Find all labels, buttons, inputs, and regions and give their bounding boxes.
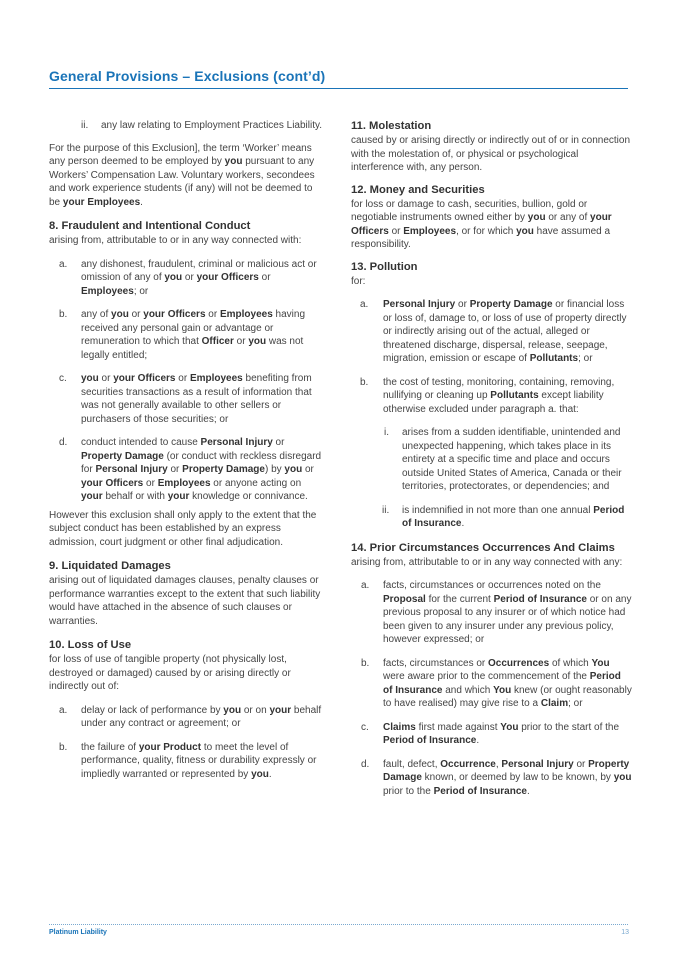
worker-definition: For the purpose of this Exclusion], the term ‘Worker’ means any person deemed to be employed by you pursuant to any Workers’ Compensation Law. Voluntary workers, secondees and work experience students (if any) will not be deemed to be your Employees.	[49, 142, 315, 208]
left-column	[49, 119, 323, 781]
section-13-heading: 13. Pollution	[351, 260, 418, 273]
list-text: the cost of testing, monitoring, containing, removing, nullifying or cleaning up Pollutants except liability otherwise excluded under paragraph a. that:	[383, 376, 615, 415]
list-text: any law relating to Employment Practices Liability.	[101, 120, 323, 131]
list-label: ii.	[81, 120, 89, 131]
list-label: i.	[384, 427, 389, 438]
section-14-heading: 14. Prior Circumstances Occurrences And Claims	[351, 541, 615, 554]
list-item-8d	[49, 436, 323, 504]
list-label: c.	[361, 721, 369, 733]
section-9-text: arising out of liquidated damages clauses, penalty clauses or performance warranties except to the extent that such liability would have attached in the absence of such clauses or warranties.	[49, 575, 321, 627]
list-item-13b-i	[351, 426, 633, 494]
section-12-text: for loss or damage to cash, securities, bullion, gold or negotiable instruments owned either by you or any of your Officers or Employees, or for which you have assumed a responsibility.	[351, 198, 612, 250]
list-item-8b	[49, 308, 323, 362]
page-number: 13	[621, 929, 629, 936]
list-item-13b-ii	[351, 504, 633, 531]
list-text: facts, circumstances or Occurrences of which You were aware prior to the commencement of the Period of Insurance and which You knew (or ought reasonably to have realised) may give rise to a Claim; or	[383, 657, 632, 709]
list-item-13b	[351, 376, 633, 417]
list-label: a.	[59, 258, 68, 270]
list-text: is indemnified in not more than one annual Period of Insurance.	[402, 504, 625, 529]
section-14-intro: arising from, attributable to or in any way connected with any:	[351, 556, 623, 568]
list-text: Claims first made against You prior to the start of the Period of Insurance.	[383, 721, 620, 746]
list-label: b.	[360, 376, 369, 388]
list-label: b.	[59, 309, 68, 320]
section-11-heading: 11. Molestation	[351, 120, 432, 132]
list-label: d.	[59, 437, 68, 448]
list-item-10a	[49, 704, 323, 731]
list-text: Personal Injury or Property Damage or financial loss or loss of, damage to, or loss of use of property directly or indirectly arising out of the actual, alleged or threatened discharge, dispersal, release, seepage, migration, emission or escape of Pollutants; or	[383, 299, 627, 364]
list-text: arises from a sudden identifiable, unintended and unexpected happening, which takes place in its entirety at a specific time and place and occurs outside United States of America, Canada or their territories, protectorates, or dependencies; and	[402, 427, 622, 492]
list-item-13a	[351, 298, 633, 366]
list-text: any dishonest, fraudulent, criminal or malicious act or omission of any of you or your Officers or Employees; or	[81, 258, 317, 297]
page-title: General Provisions – Exclusions (cont’d)	[49, 68, 326, 84]
list-text: fault, defect, Occurrence, Personal Injury or Property Damage known, or deemed by law to be known, by you prior to the Period of Insurance.	[383, 758, 632, 797]
section-11-text: caused by or arising directly or indirectly out of or in connection with the molestation of, or physical or psychological interference with, any person.	[351, 135, 631, 173]
header-divider	[49, 88, 628, 89]
section-10-text: for loss of use of tangible property (not physically lost, destroyed or damaged) caused by or arising directly or indirectly out of:	[49, 654, 291, 692]
list-label: b.	[361, 657, 370, 669]
list-label: c.	[59, 373, 67, 384]
section-8-heading: 8. Fraudulent and Intentional Conduct	[49, 220, 251, 232]
list-text: you or your Officers or Employees benefiting from securities transactions as a result of information that was not generally available to other sellers or purchasers of those securities; or	[81, 373, 312, 425]
list-text: facts, circumstances or occurrences noted on the Proposal for the current Period of Insurance or on any previous proposal to any insurer or of which notice had been given to any insurer under any previous policy, however expressed; or	[383, 580, 632, 645]
list-item-14d	[351, 758, 633, 799]
footer-divider	[49, 924, 628, 925]
list-item-ii	[49, 119, 323, 133]
section-10-heading: 10. Loss of Use	[49, 639, 132, 651]
list-text: any of you or your Officers or Employees having received any personal gain or advantage or remuneration to which that Officer or you was not legally entitled;	[81, 309, 306, 361]
list-item-8c	[49, 372, 323, 426]
right-column	[351, 119, 633, 798]
section-8-however: However this exclusion shall only apply to the extent that the subject conduct has been established by an express admission, court judgment or other final adjudication.	[49, 509, 317, 548]
section-9-heading: 9. Liquidated Damages	[49, 560, 171, 572]
section-8-intro: arising from, attributable to or in any way connected with:	[49, 235, 302, 246]
footer-product-name: Platinum Liability	[49, 929, 107, 936]
list-item-14a	[351, 579, 633, 647]
list-item-14b	[351, 657, 633, 711]
list-label: a.	[361, 580, 370, 591]
list-label: d.	[361, 758, 370, 770]
list-text: delay or lack of performance by you or on your behalf under any contract or agreement; or	[81, 704, 322, 729]
list-item-10b	[49, 741, 323, 782]
list-text: the failure of your Product to meet the level of performance, quality, fitness or durability expressly or impliedly warranted or represented by you.	[81, 741, 317, 780]
list-item-14c	[351, 721, 633, 748]
section-12-heading: 12. Money and Securities	[351, 183, 485, 196]
list-label: b.	[59, 741, 68, 753]
list-item-8a	[49, 258, 323, 299]
section-13-intro: for:	[351, 275, 366, 287]
list-label: a.	[360, 299, 369, 310]
list-label: ii.	[382, 504, 390, 516]
list-text: conduct intended to cause Personal Injury or Property Damage (or conduct with reckless disregard for Personal Injury or Property Damage) by you or your Officers or Employees or anyone acting on your behalf or with your knowledge or connivance.	[81, 437, 322, 502]
list-label: a.	[59, 704, 68, 716]
